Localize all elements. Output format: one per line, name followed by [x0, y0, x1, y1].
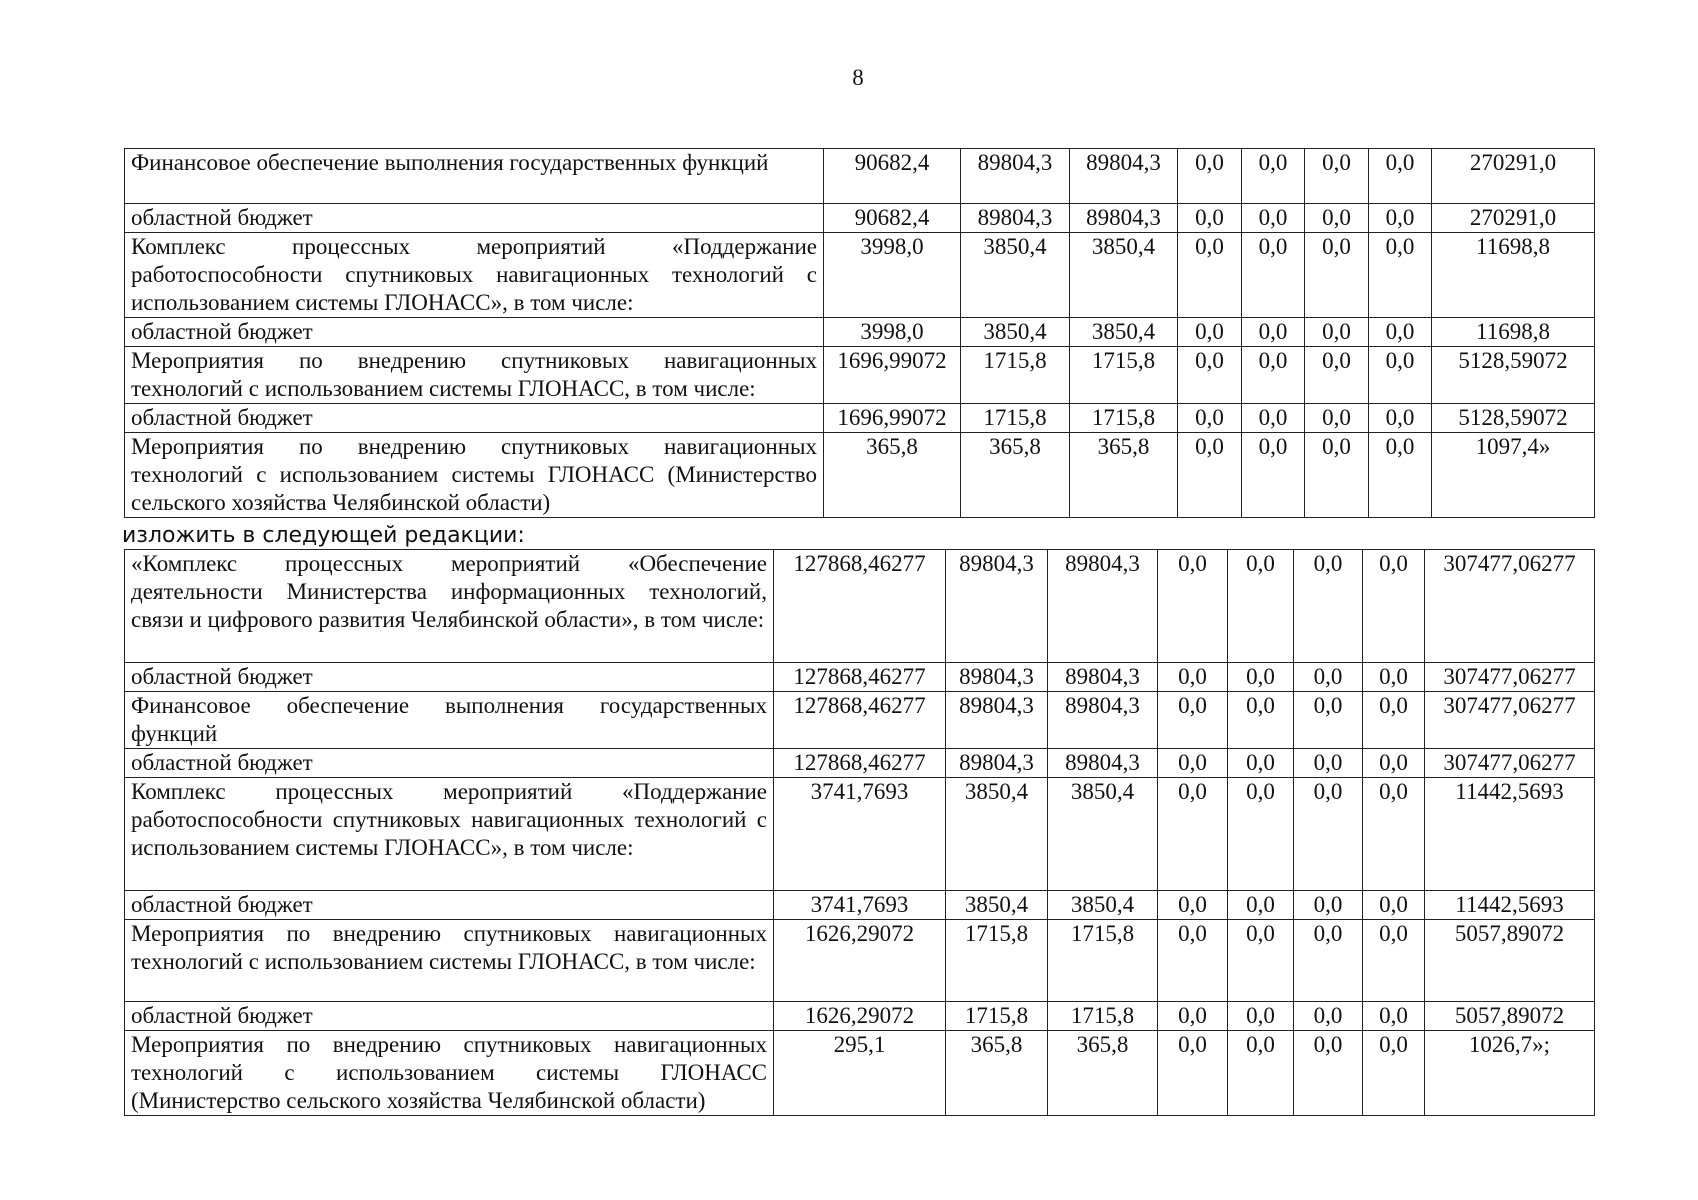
value-cell: 0,0: [1369, 433, 1432, 518]
table-row: [125, 347, 1595, 404]
value-cell: 0,0: [1158, 778, 1228, 891]
value-cell: 1715,8: [1070, 404, 1178, 433]
value-cell: 0,0: [1305, 433, 1369, 518]
value-cell: 0,0: [1228, 663, 1294, 692]
row-label: областной бюджет: [125, 318, 824, 347]
row-label: Комплекс процессных мероприятий «Поддержание работоспособности спутниковых навигационных технологий с использованием системы ГЛОНАСС», в том числе:: [125, 778, 774, 891]
value-cell: 90682,4: [824, 149, 961, 204]
value-cell: 3850,4: [1048, 891, 1158, 920]
value-cell: 0,0: [1294, 920, 1363, 1002]
value-cell: 0,0: [1158, 663, 1228, 692]
value-cell: 0,0: [1363, 1002, 1425, 1031]
value-cell: 1026,7»;: [1425, 1031, 1595, 1116]
value-cell: 3741,7693: [774, 891, 946, 920]
value-cell: 0,0: [1369, 347, 1432, 404]
value-cell: 1696,99072: [824, 404, 961, 433]
value-cell: 0,0: [1305, 233, 1369, 318]
row-label: областной бюджет: [125, 749, 774, 778]
value-cell: 365,8: [1070, 433, 1178, 518]
value-cell: 0,0: [1178, 433, 1242, 518]
row-label: Комплекс процессных мероприятий «Поддержание работоспособности спутниковых навигационных технологий с использованием системы ГЛОНАСС», в том числе:: [125, 233, 824, 318]
table-row: [125, 663, 1595, 692]
value-cell: 0,0: [1305, 347, 1369, 404]
row-label: Финансовое обеспечение выполнения государственных функций: [125, 692, 774, 749]
value-cell: 0,0: [1294, 663, 1363, 692]
value-cell: 0,0: [1363, 663, 1425, 692]
value-cell: 0,0: [1369, 404, 1432, 433]
value-cell: 0,0: [1242, 318, 1305, 347]
value-cell: 0,0: [1178, 233, 1242, 318]
value-cell: 0,0: [1228, 550, 1294, 663]
value-cell: 3741,7693: [774, 778, 946, 891]
table-old-edition: [124, 148, 1595, 518]
value-cell: 0,0: [1242, 347, 1305, 404]
row-label: областной бюджет: [125, 204, 824, 233]
value-cell: 1696,99072: [824, 347, 961, 404]
table-row: [125, 433, 1595, 518]
value-cell: 0,0: [1228, 692, 1294, 749]
value-cell: 11442,5693: [1425, 891, 1595, 920]
table-row: [125, 1031, 1595, 1116]
value-cell: 0,0: [1369, 204, 1432, 233]
row-label: «Комплекс процессных мероприятий «Обеспечение деятельности Министерства информационных технологий, связи и цифрового развития Челябинской области», в том числе:: [125, 550, 774, 663]
value-cell: 5128,59072: [1432, 347, 1595, 404]
table-row: [125, 318, 1595, 347]
row-label: областной бюджет: [125, 891, 774, 920]
value-cell: 0,0: [1305, 318, 1369, 347]
value-cell: 0,0: [1158, 1002, 1228, 1031]
value-cell: 365,8: [824, 433, 961, 518]
value-cell: 0,0: [1158, 692, 1228, 749]
value-cell: 127868,46277: [774, 663, 946, 692]
value-cell: 0,0: [1294, 550, 1363, 663]
value-cell: 0,0: [1228, 778, 1294, 891]
value-cell: 89804,3: [961, 149, 1070, 204]
value-cell: 0,0: [1242, 204, 1305, 233]
value-cell: 0,0: [1178, 149, 1242, 204]
value-cell: 3850,4: [1048, 778, 1158, 891]
value-cell: 0,0: [1158, 1031, 1228, 1116]
page-number: 8: [852, 65, 864, 90]
value-cell: 1626,29072: [774, 920, 946, 1002]
value-cell: 3850,4: [961, 233, 1070, 318]
table-new-edition: [124, 549, 1595, 1116]
table-row: [125, 1002, 1595, 1031]
value-cell: 0,0: [1369, 318, 1432, 347]
value-cell: 89804,3: [946, 550, 1048, 663]
row-label: областной бюджет: [125, 404, 824, 433]
value-cell: 307477,06277: [1425, 749, 1595, 778]
value-cell: 0,0: [1294, 692, 1363, 749]
value-cell: 0,0: [1363, 550, 1425, 663]
value-cell: 89804,3: [946, 663, 1048, 692]
value-cell: 0,0: [1294, 778, 1363, 891]
value-cell: 0,0: [1242, 404, 1305, 433]
value-cell: 89804,3: [1070, 204, 1178, 233]
value-cell: 89804,3: [1048, 550, 1158, 663]
value-cell: 89804,3: [1048, 663, 1158, 692]
value-cell: 127868,46277: [774, 692, 946, 749]
value-cell: 89804,3: [1048, 692, 1158, 749]
value-cell: 127868,46277: [774, 749, 946, 778]
table-row: [125, 404, 1595, 433]
value-cell: 1097,4»: [1432, 433, 1595, 518]
value-cell: 0,0: [1242, 433, 1305, 518]
row-label: Мероприятия по внедрению спутниковых навигационных технологий с использованием системы ГЛОНАСС (Министерство сельского хозяйства Челябинской области): [125, 433, 824, 518]
value-cell: 89804,3: [946, 749, 1048, 778]
value-cell: 0,0: [1363, 1031, 1425, 1116]
value-cell: 0,0: [1178, 347, 1242, 404]
row-label: Финансовое обеспечение выполнения государственных функций: [125, 149, 824, 204]
value-cell: 127868,46277: [774, 550, 946, 663]
value-cell: 0,0: [1369, 149, 1432, 204]
value-cell: 0,0: [1363, 891, 1425, 920]
value-cell: 0,0: [1294, 1031, 1363, 1116]
value-cell: 3850,4: [946, 778, 1048, 891]
value-cell: 307477,06277: [1425, 663, 1595, 692]
row-label: Мероприятия по внедрению спутниковых навигационных технологий с использованием системы ГЛОНАСС (Министерство сельского хозяйства Челябинской области): [125, 1031, 774, 1116]
value-cell: 0,0: [1305, 149, 1369, 204]
value-cell: 11442,5693: [1425, 778, 1595, 891]
table-row: [125, 749, 1595, 778]
value-cell: 3998,0: [824, 318, 961, 347]
value-cell: 1715,8: [1048, 920, 1158, 1002]
value-cell: 0,0: [1228, 1031, 1294, 1116]
value-cell: 90682,4: [824, 204, 961, 233]
value-cell: 1715,8: [1048, 1002, 1158, 1031]
value-cell: 5057,89072: [1425, 920, 1595, 1002]
value-cell: 0,0: [1242, 233, 1305, 318]
value-cell: 1715,8: [946, 1002, 1048, 1031]
value-cell: 0,0: [1363, 778, 1425, 891]
value-cell: 0,0: [1178, 204, 1242, 233]
value-cell: 307477,06277: [1425, 550, 1595, 663]
value-cell: 5057,89072: [1425, 1002, 1595, 1031]
value-cell: 11698,8: [1432, 318, 1595, 347]
table-row: [125, 778, 1595, 891]
table-row: [125, 692, 1595, 749]
value-cell: 11698,8: [1432, 233, 1595, 318]
value-cell: 0,0: [1305, 404, 1369, 433]
value-cell: 0,0: [1158, 550, 1228, 663]
value-cell: 0,0: [1242, 149, 1305, 204]
value-cell: 89804,3: [946, 692, 1048, 749]
value-cell: 1715,8: [961, 347, 1070, 404]
value-cell: 3850,4: [961, 318, 1070, 347]
table-row: [125, 233, 1595, 318]
row-label: областной бюджет: [125, 1002, 774, 1031]
value-cell: 89804,3: [1048, 749, 1158, 778]
value-cell: 0,0: [1294, 891, 1363, 920]
value-cell: 0,0: [1158, 749, 1228, 778]
value-cell: 365,8: [1048, 1031, 1158, 1116]
row-label: Мероприятия по внедрению спутниковых навигационных технологий с использованием системы ГЛОНАСС, в том числе:: [125, 347, 824, 404]
value-cell: 270291,0: [1432, 204, 1595, 233]
value-cell: 0,0: [1228, 749, 1294, 778]
value-cell: 0,0: [1363, 920, 1425, 1002]
table-row: [125, 550, 1595, 663]
value-cell: 5128,59072: [1432, 404, 1595, 433]
row-label: областной бюджет: [125, 663, 774, 692]
value-cell: 0,0: [1294, 749, 1363, 778]
value-cell: 3850,4: [1070, 318, 1178, 347]
value-cell: 0,0: [1178, 318, 1242, 347]
instruction-text: изложить в следующей редакции:: [122, 523, 525, 548]
row-label: Мероприятия по внедрению спутниковых навигационных технологий с использованием системы ГЛОНАСС, в том числе:: [125, 920, 774, 1002]
value-cell: 307477,06277: [1425, 692, 1595, 749]
value-cell: 270291,0: [1432, 149, 1595, 204]
value-cell: 0,0: [1305, 204, 1369, 233]
value-cell: 365,8: [946, 1031, 1048, 1116]
value-cell: 3998,0: [824, 233, 961, 318]
value-cell: 1715,8: [961, 404, 1070, 433]
value-cell: 365,8: [961, 433, 1070, 518]
table-row: [125, 204, 1595, 233]
value-cell: 89804,3: [961, 204, 1070, 233]
value-cell: 0,0: [1294, 1002, 1363, 1031]
value-cell: 0,0: [1178, 404, 1242, 433]
value-cell: 0,0: [1228, 1002, 1294, 1031]
value-cell: 295,1: [774, 1031, 946, 1116]
value-cell: 0,0: [1369, 233, 1432, 318]
table-row: [125, 149, 1595, 204]
value-cell: 1715,8: [1070, 347, 1178, 404]
value-cell: 0,0: [1363, 692, 1425, 749]
value-cell: 3850,4: [946, 891, 1048, 920]
value-cell: 0,0: [1228, 920, 1294, 1002]
table-row: [125, 920, 1595, 1002]
value-cell: 0,0: [1158, 891, 1228, 920]
value-cell: 0,0: [1363, 749, 1425, 778]
table-row: [125, 891, 1595, 920]
value-cell: 89804,3: [1070, 149, 1178, 204]
value-cell: 0,0: [1228, 891, 1294, 920]
value-cell: 3850,4: [1070, 233, 1178, 318]
value-cell: 1715,8: [946, 920, 1048, 1002]
value-cell: 1626,29072: [774, 1002, 946, 1031]
value-cell: 0,0: [1158, 920, 1228, 1002]
